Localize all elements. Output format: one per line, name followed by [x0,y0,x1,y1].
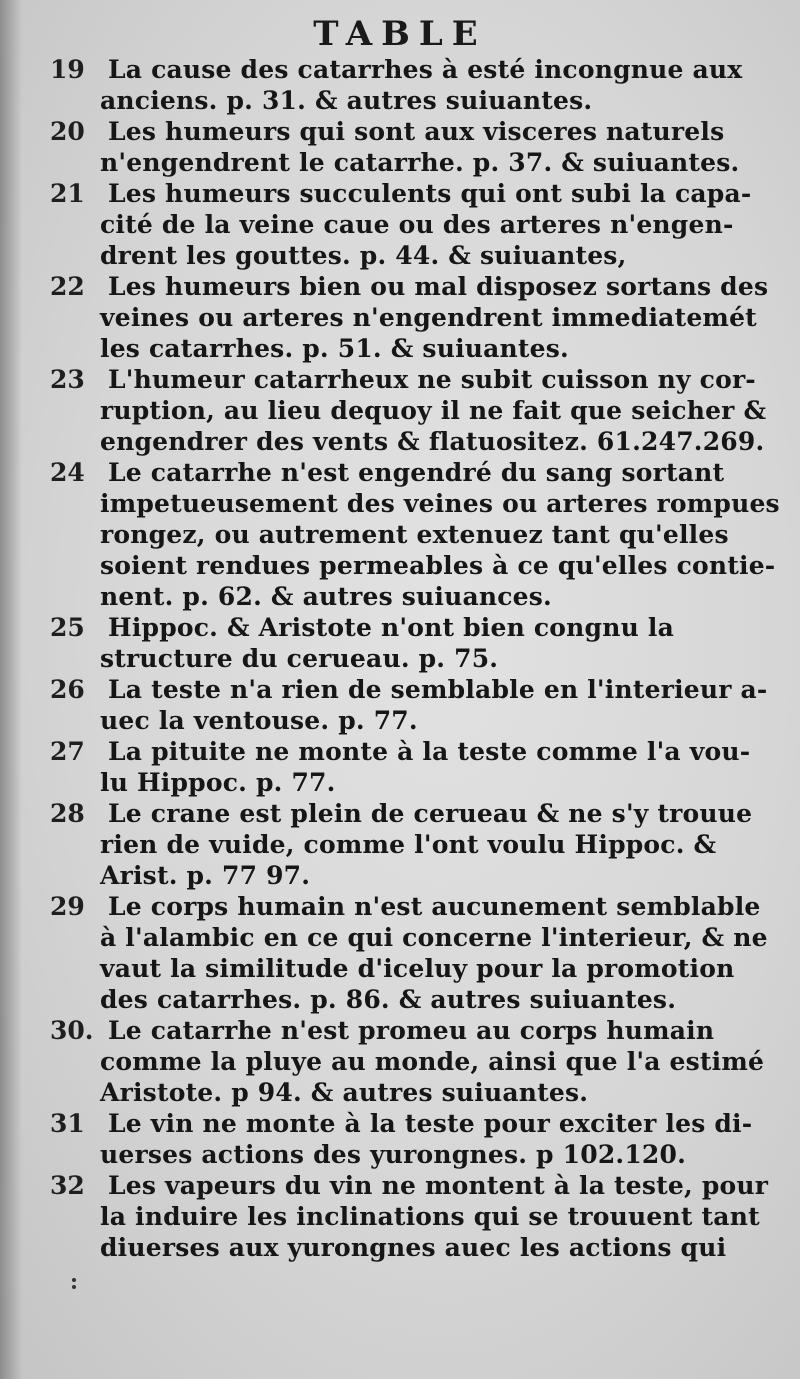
entry-line: rongez, ou autrement extenuez tant qu'elles [100,520,729,549]
entry-line: impetueusement des veines ou arteres rompues [100,489,780,518]
entry-number: 26 [50,675,85,704]
entry-number: 20 [50,117,85,146]
table-entry [50,271,780,364]
entry-line: Le crane est plein de cerueau & ne s'y trouue [108,799,753,828]
table-entry [50,1108,780,1170]
entry-line: soient rendues permeables à ce qu'elles contie- [100,551,776,580]
page-gutter-shadow [0,0,22,1379]
entry-line: La cause des catarrhes à esté incongnue aux [108,55,743,84]
table-entry [50,178,780,271]
entry-line: vaut la similitude d'iceluy pour la promotion [100,954,735,983]
entry-line: rien de vuide, comme l'ont voulu Hippoc. & [100,830,717,859]
entry-line: uec la ventouse. p. 77. [100,706,418,735]
table-entry [50,1015,780,1108]
entry-line: anciens. p. 31. & autres suiuantes. [100,86,593,115]
entry-number: 23 [50,365,85,394]
entry-line: La teste n'a rien de semblable en l'interieur a- [108,675,768,704]
entry-line: les catarrhes. p. 51. & suiuantes. [100,334,569,363]
entry-number: 22 [50,272,85,301]
entry-line: Le corps humain n'est aucunement semblable [108,892,761,921]
entry-line: Les humeurs bien ou mal disposez sortans des [108,272,769,301]
table-entries [50,54,780,1263]
entry-line: Les humeurs succulents qui ont subi la capa- [108,179,752,208]
entry-number: 24 [50,458,85,487]
entry-number: 29 [50,892,85,921]
entry-line: comme la pluye au monde, ainsi que l'a estimé [100,1047,765,1076]
entry-number: 30. [50,1016,94,1045]
entry-line: structure du cerueau. p. 75. [100,644,499,673]
entry-number: 21 [50,179,85,208]
entry-line: nent. p. 62. & autres suiuances. [100,582,552,611]
table-entry [50,457,780,612]
entry-line: la induire les inclinations qui se trouuent tant [100,1202,760,1231]
entry-line: diuerses aux yurongnes auec les actions qui [100,1233,727,1262]
entry-line: drent les gouttes. p. 44. & suiuantes, [100,241,627,270]
table-entry [50,116,780,178]
table-entry [50,891,780,1015]
entry-line: engendrer des vents & flatuositez. 61.247.269. [100,427,765,456]
running-head: TABLE [313,14,487,54]
entry-line: cité de la veine caue ou des arteres n'engen- [100,210,734,239]
entry-line: Hippoc. & Aristote n'ont bien congnu la [108,613,674,642]
entry-line: à l'alambic en ce qui concerne l'interieur, & ne [100,923,768,952]
table-entry [50,612,780,674]
entry-line: L'humeur catarrheux ne subit cuisson ny cor- [108,365,756,394]
entry-line: uerses actions des yurongnes. p 102.120. [100,1140,687,1169]
entry-line: lu Hippoc. p. 77. [100,768,336,797]
table-entry [50,1170,780,1263]
entry-line: n'engendrent le catarrhe. p. 37. & suiuantes. [100,148,740,177]
entry-line: Les humeurs qui sont aux visceres naturels [108,117,725,146]
entry-number: 32 [50,1171,85,1200]
entry-number: 25 [50,613,85,642]
entry-number: 27 [50,737,85,766]
entry-line: des catarrhes. p. 86. & autres suiuantes. [100,985,677,1014]
entry-line: Les vapeurs du vin ne montent à la teste, pour [108,1171,769,1200]
table-entry [50,736,780,798]
table-entry [50,54,780,116]
entry-line: veines ou arteres n'engendrent immediatemét [100,303,757,332]
table-entry [50,364,780,457]
table-entry [50,798,780,891]
entry-line: La pituite ne monte à la teste comme l'a vou- [108,737,751,766]
ink-speck [72,1278,76,1282]
entry-line: Le catarrhe n'est engendré du sang sortant [108,458,725,487]
entry-number: 19 [50,55,85,84]
entry-number: 31 [50,1109,85,1138]
entry-line: Aristote. p 94. & autres suiuantes. [100,1078,589,1107]
entry-line: ruption, au lieu dequoy il ne fait que seicher & [100,396,767,425]
entry-line: Le vin ne monte à la teste pour exciter les di- [108,1109,753,1138]
table-entry [50,674,780,736]
entry-line: Le catarrhe n'est promeu au corps humain [108,1016,715,1045]
entry-number: 28 [50,799,85,828]
ink-specks [72,1278,78,1292]
entry-line: Arist. p. 77 97. [100,861,311,890]
ink-speck [72,1285,76,1289]
